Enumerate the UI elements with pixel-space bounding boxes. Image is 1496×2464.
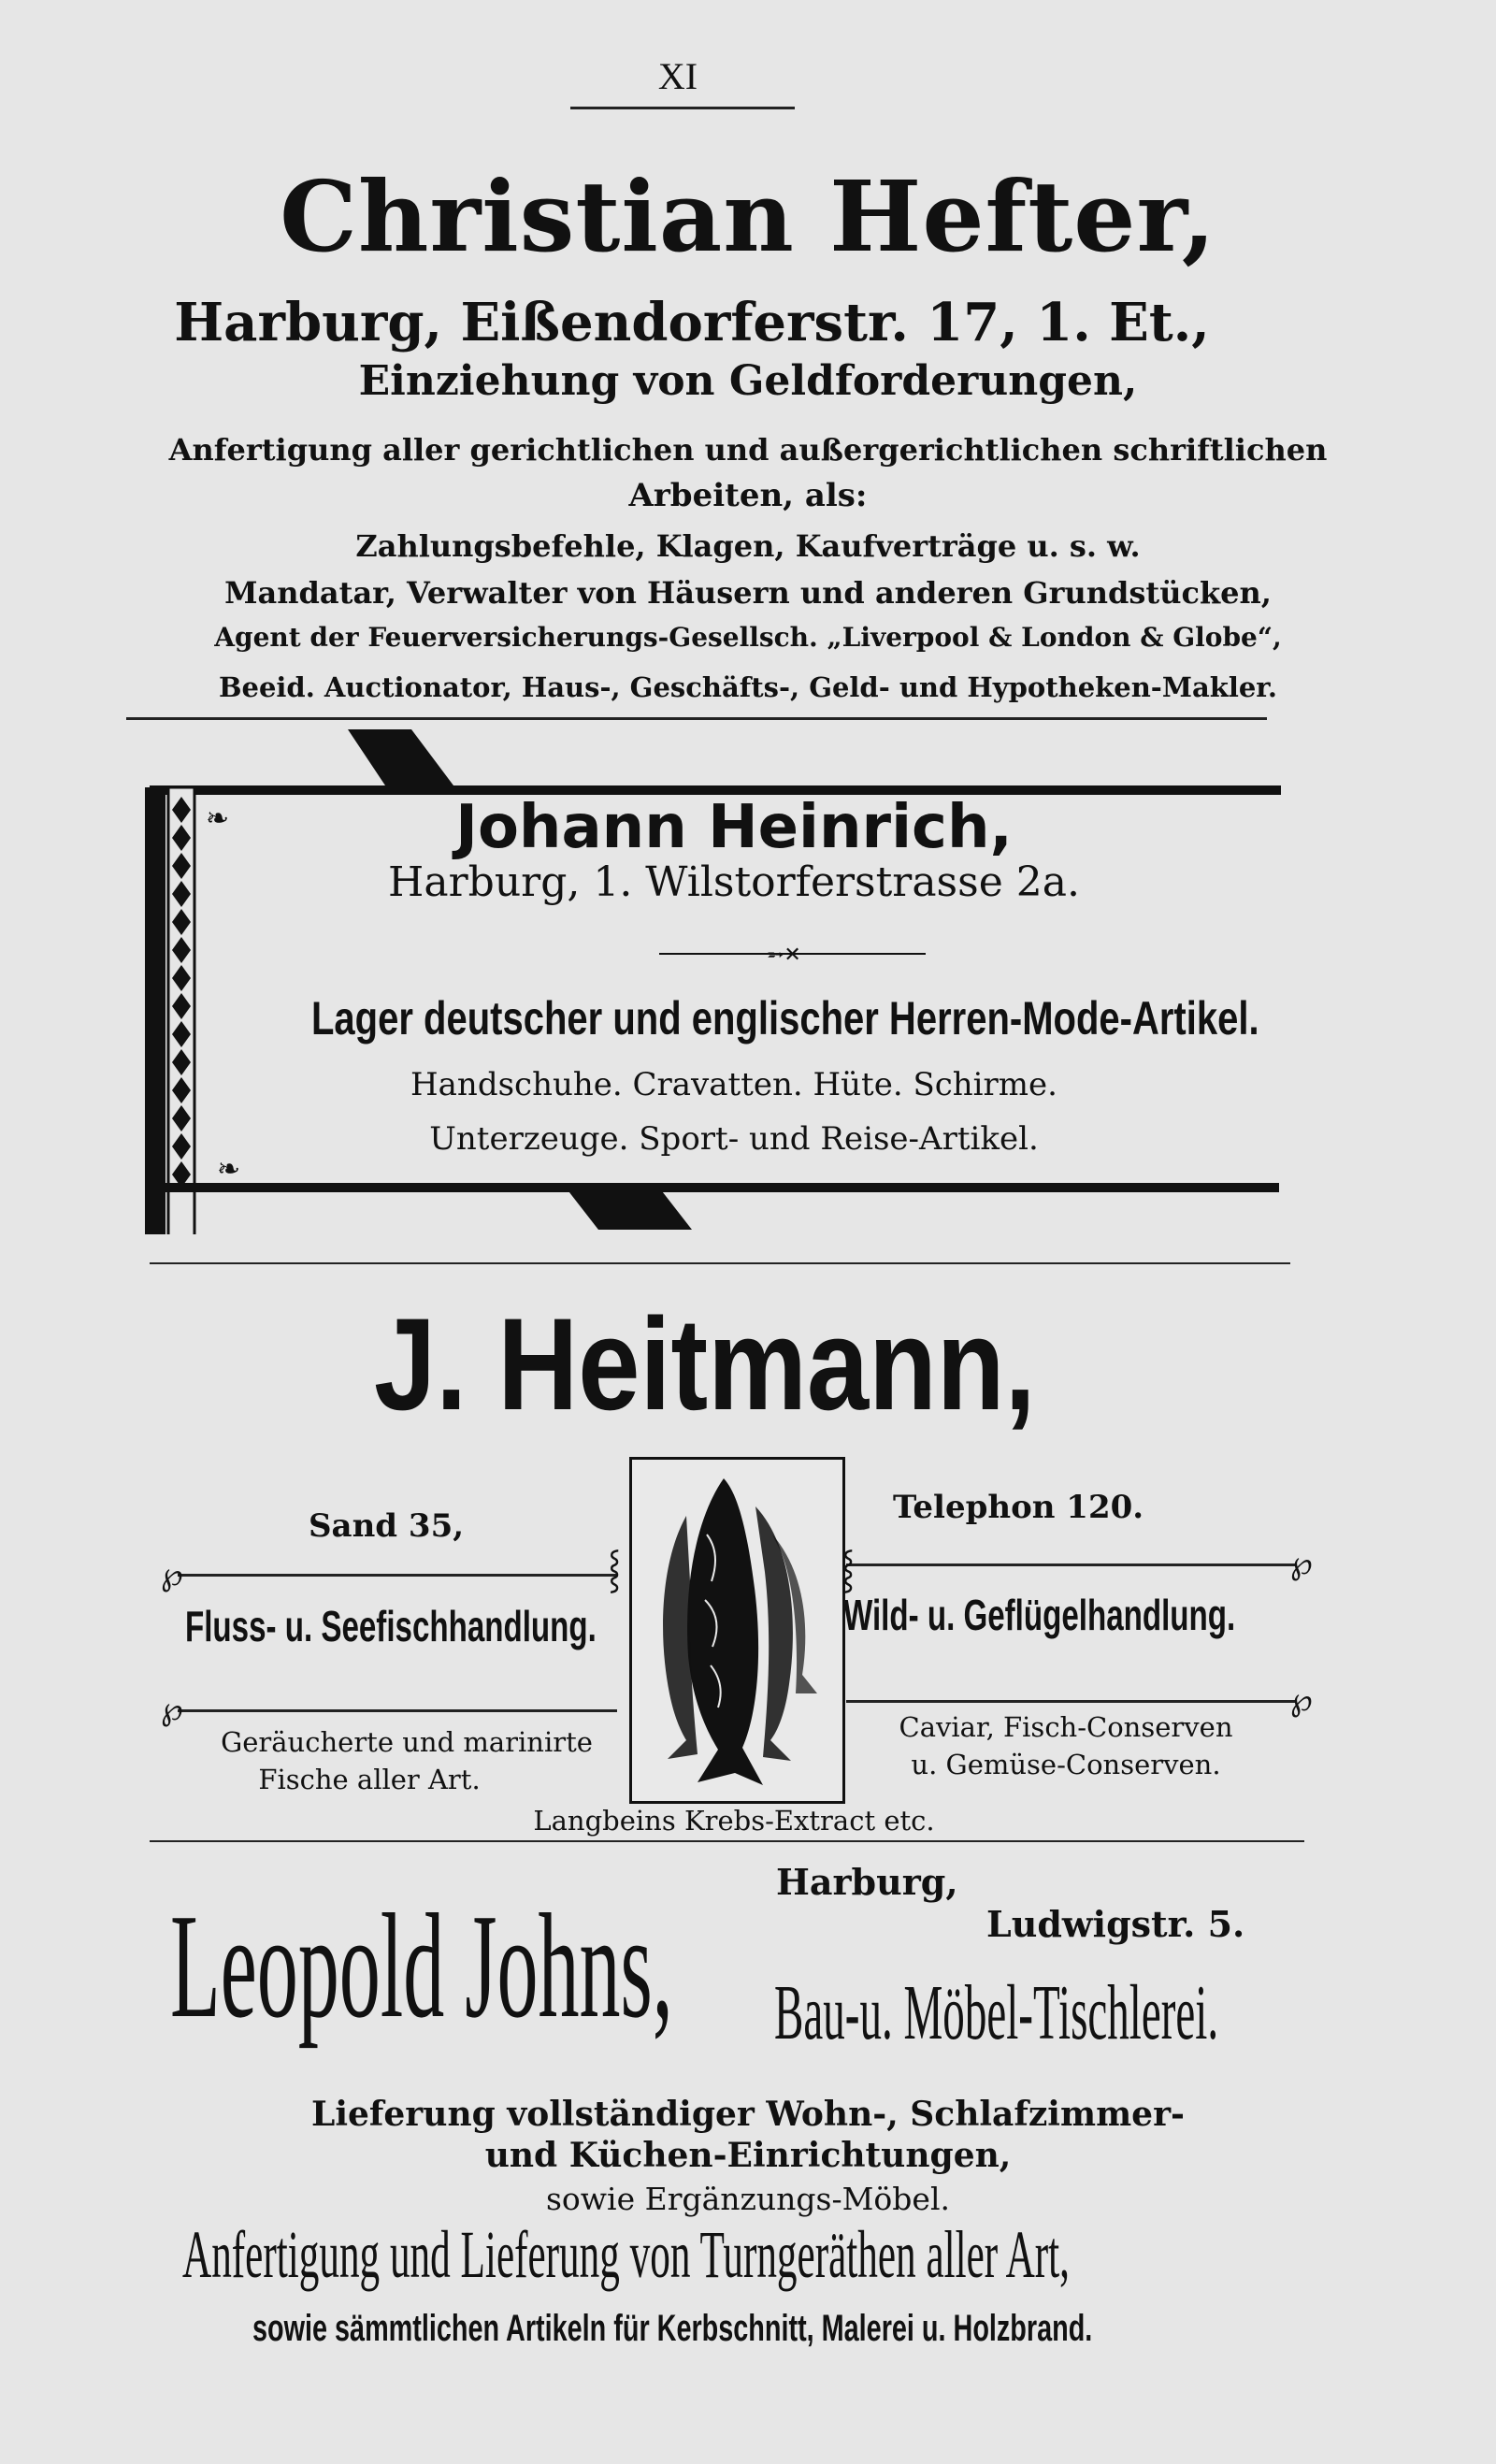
left-ornament-rule bbox=[178, 1574, 617, 1577]
ad1-line5: Mandatar, Verwalter von Häusern und anderen Grundstücken, bbox=[224, 575, 1272, 611]
svg-text:❧: ❧ bbox=[217, 1154, 241, 1185]
scroll-ornament-icon: ℘ bbox=[1290, 1683, 1313, 1718]
ad3-left-text2: Fische aller Art. bbox=[258, 1764, 481, 1795]
ad3-left-title: Fluss- u. Seefischhandlung. bbox=[185, 1602, 597, 1650]
ad1-name: Christian Hefter, bbox=[280, 159, 1216, 274]
corner-ornament-icon: ❧ bbox=[206, 803, 230, 834]
ad2-lager-wrap bbox=[206, 991, 1262, 1045]
ad4-line3: sowie Ergänzungs-Möbel. bbox=[546, 2181, 950, 2217]
ad4-line2: und Küchen-Einrichtungen, bbox=[484, 2136, 1012, 2175]
ad3-name: J. Heitmann, bbox=[374, 1290, 1036, 1437]
scroll-ornament-icon: ℘ bbox=[1290, 1547, 1313, 1581]
ad1-line7: Beeid. Auctionator, Haus-, Geschäfts-, Geld- und Hypotheken-Makler. bbox=[218, 671, 1278, 703]
ad1-line2: Anfertigung aller gerichtlichen und außergerichtlichen schriftlichen bbox=[168, 432, 1328, 468]
ad4-street: Ludwigstr. 5. bbox=[986, 1903, 1245, 1945]
flourish-icon: ⸾ bbox=[842, 1548, 856, 1590]
fish-illustration-frame bbox=[629, 1457, 845, 1804]
left-ornament-rule-2 bbox=[178, 1709, 617, 1712]
page-number: XI bbox=[657, 55, 698, 97]
ad2-address: Harburg, 1. Wilstorferstrasse 2a. bbox=[388, 858, 1080, 906]
divider-rule-2 bbox=[150, 1840, 1304, 1842]
ad1-bottom-rule bbox=[126, 717, 1267, 720]
ad4-trade: Bau-u. Möbel-Tischlerei. bbox=[774, 1969, 1219, 2056]
fish-bundle-icon bbox=[632, 1460, 842, 1801]
ad4-city: Harburg, bbox=[776, 1861, 958, 1903]
ad2-lager: Lager deutscher und englischer Herren-Mode-Artikel. bbox=[311, 992, 1259, 1045]
ad3-address: Sand 35, bbox=[309, 1507, 465, 1545]
diamond-border bbox=[168, 795, 194, 1188]
scroll-ornament-icon: ℘ bbox=[161, 1693, 183, 1727]
ad1-line4: Zahlungsbefehle, Klagen, Kaufverträge u. s. w. bbox=[355, 528, 1141, 564]
ad2-name: Johann Heinrich, bbox=[455, 793, 1013, 862]
ad2-items1: Handschuhe. Cravatten. Hüte. Schirme. bbox=[410, 1066, 1057, 1103]
ad4-line4: Anfertigung und Lieferung von Turngeräthen aller Art, bbox=[182, 2217, 1070, 2292]
ad1-line6: Agent der Feuerversicherungs-Gesellsch. „Liverpool & London & Globe“, bbox=[214, 622, 1282, 653]
ad1-address: Harburg, Eißendorferstr. 17, 1. Et., bbox=[174, 292, 1210, 353]
svg-text:➵✕: ➵✕ bbox=[767, 943, 801, 966]
ad3-left-text1: Geräucherte und marinirte bbox=[221, 1726, 593, 1758]
right-ornament-rule bbox=[846, 1563, 1295, 1566]
ad4-line5: sowie sämmtlichen Artikeln für Kerbschnitt, Malerei u. Holzbrand. bbox=[252, 2308, 1093, 2349]
divider-rule bbox=[150, 1262, 1290, 1264]
flourish-icon: ⸾ bbox=[608, 1548, 622, 1590]
ad2-items2: Unterzeuge. Sport- und Reise-Artikel. bbox=[429, 1120, 1039, 1158]
ad3-bottom: Langbeins Krebs-Extract etc. bbox=[533, 1805, 935, 1837]
ad3-telephone: Telephon 120. bbox=[893, 1489, 1144, 1526]
ad1-line3: Arbeiten, als: bbox=[628, 477, 868, 514]
ad3-right-text2: u. Gemüse-Conserven. bbox=[911, 1749, 1221, 1780]
ad3-right-title: Wild- u. Geflügelhandlung. bbox=[843, 1591, 1236, 1639]
scroll-ornament-icon: ℘ bbox=[161, 1558, 183, 1592]
ad4-name: Leopold Johns, bbox=[170, 1882, 673, 2049]
right-ornament-rule-2 bbox=[846, 1700, 1295, 1703]
ad4-line1: Lieferung vollständiger Wohn-, Schlafzimmer- bbox=[311, 2095, 1185, 2134]
header-rule bbox=[570, 107, 795, 109]
ad1-line1: Einziehung von Geldforderungen, bbox=[358, 357, 1138, 405]
ad3-right-text1: Caviar, Fisch-Conserven bbox=[899, 1711, 1233, 1743]
